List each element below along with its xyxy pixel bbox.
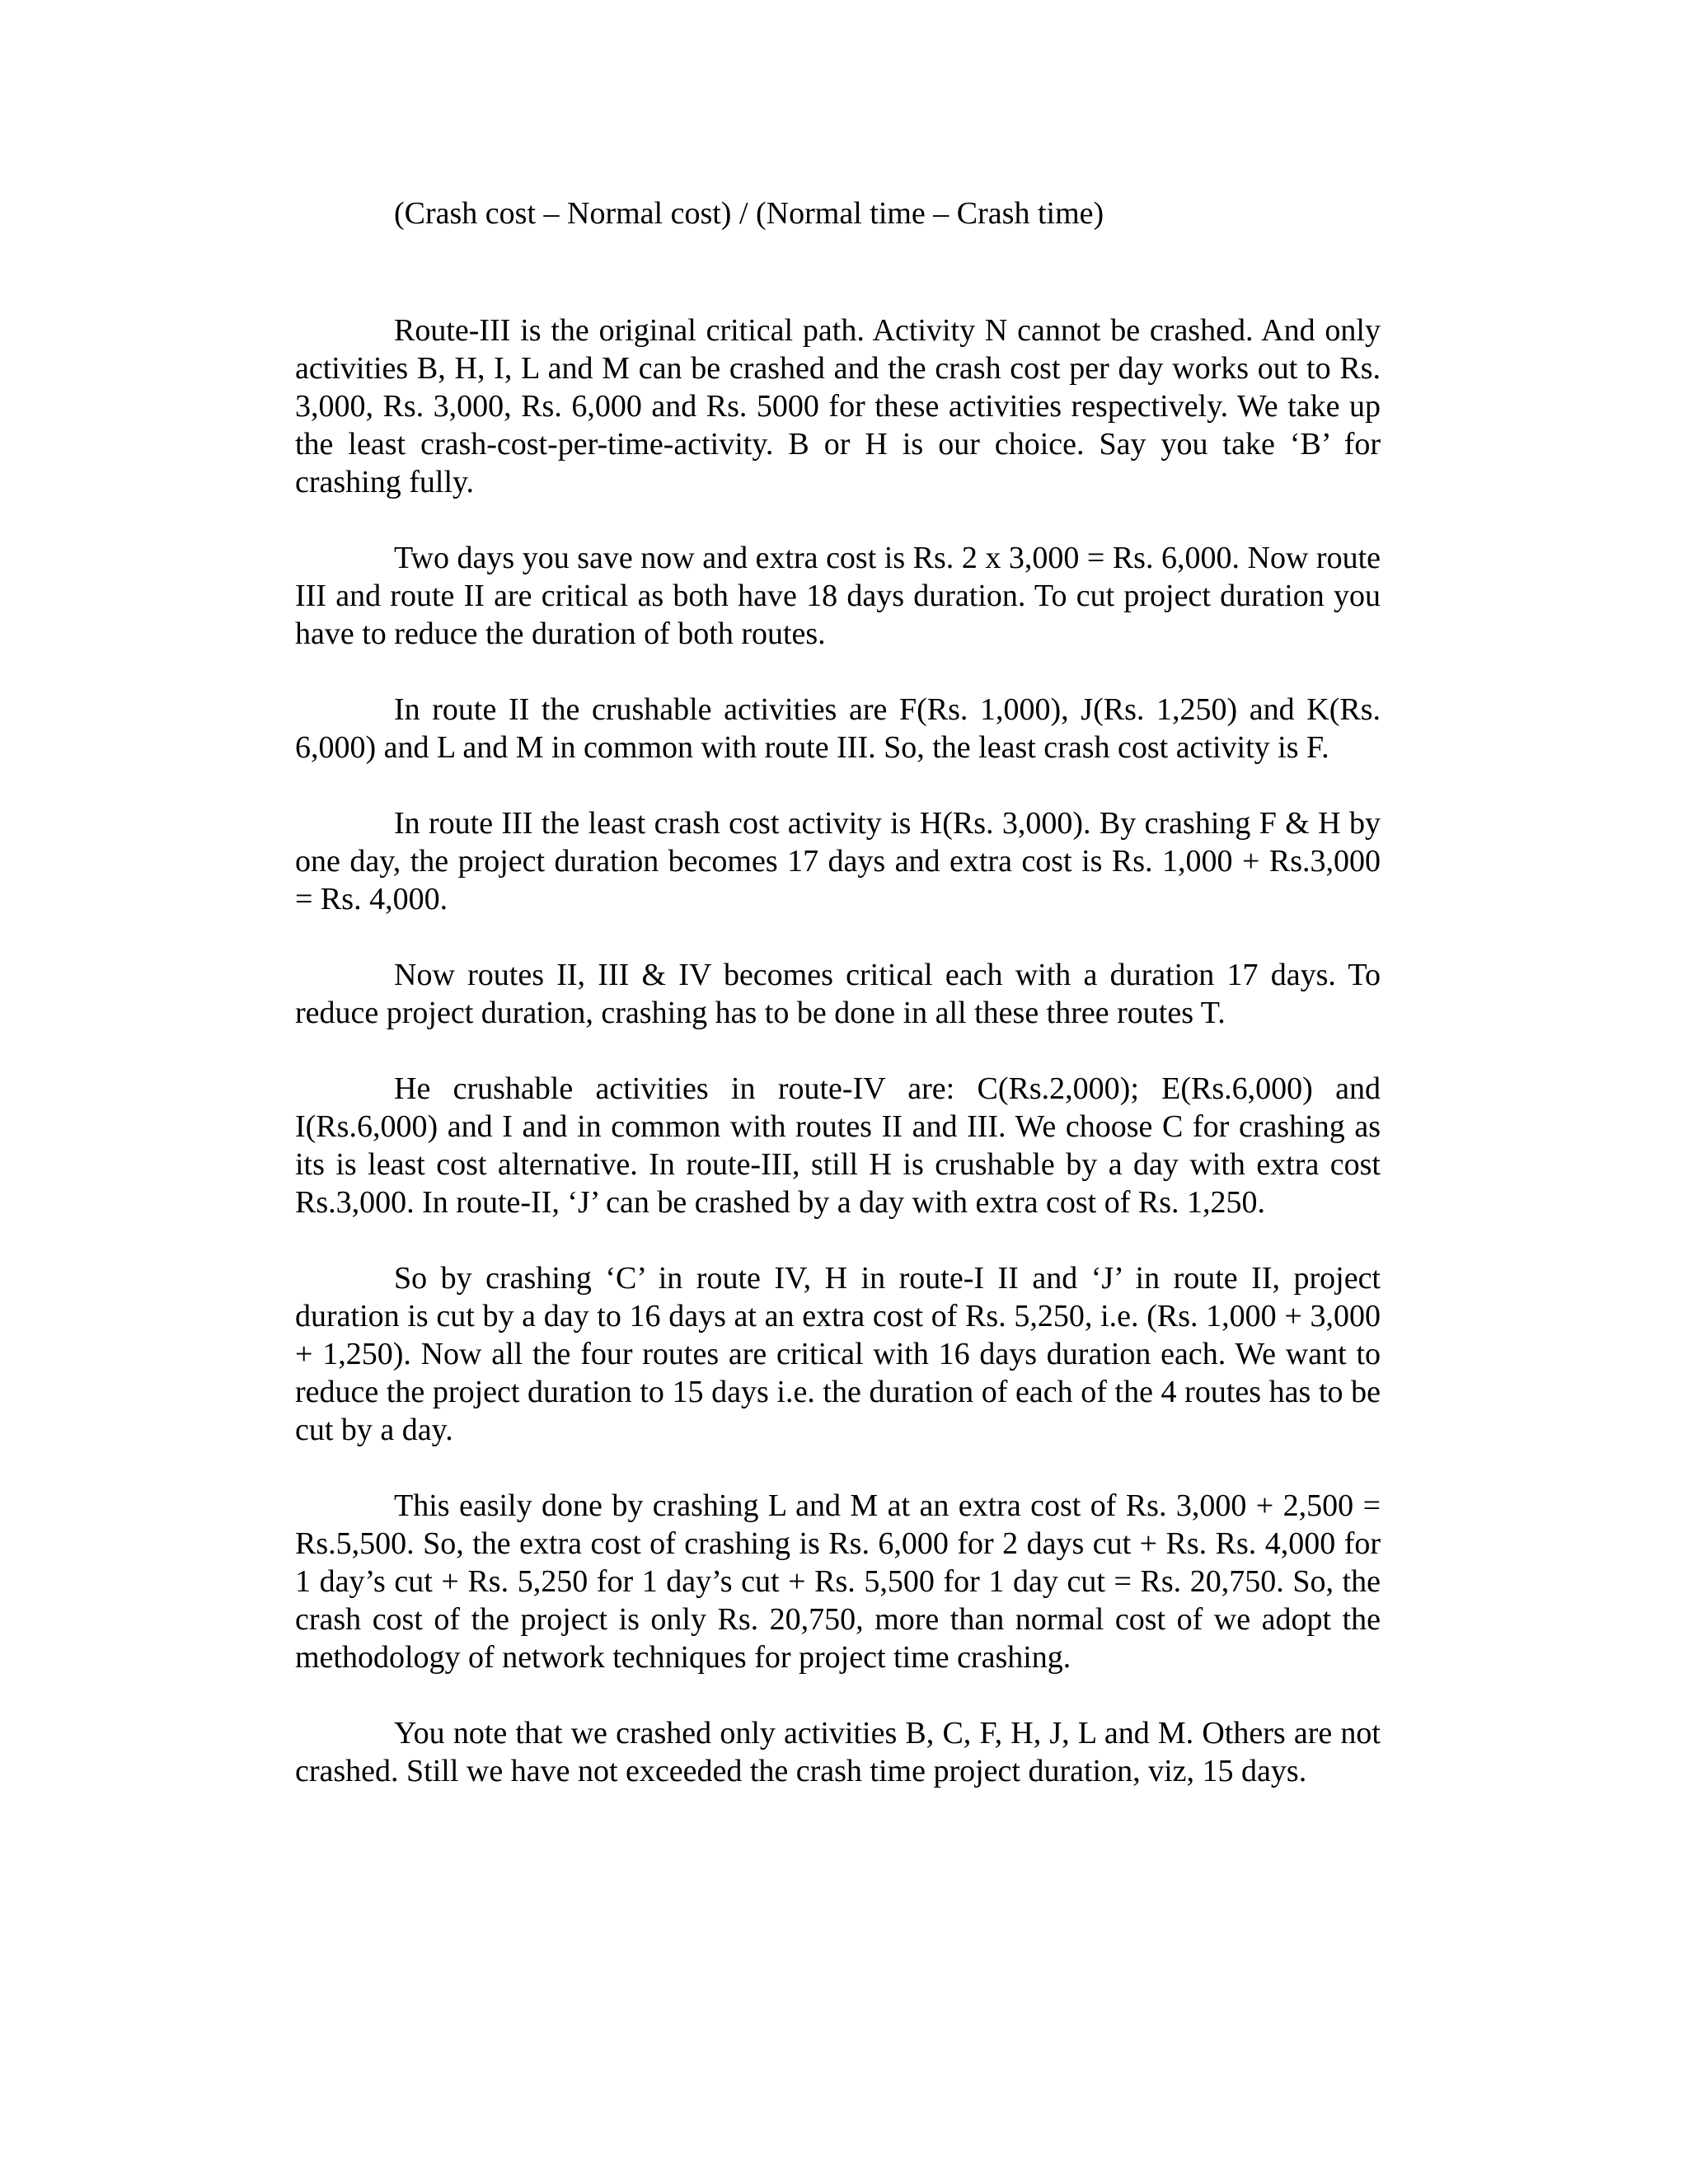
paragraph-route-ii: In route II the crushable activities are F(Rs. 1,000), J(Rs. 1,250) and K(Rs. 6,000) and L and M in common with route III. So, the least crash cost activity is F. [295, 692, 1381, 765]
paragraph-critical-path: Route-III is the original critical path. Activity N cannot be crashed. And only activities B, H, I, L and M can be crashed and the crash cost per day works out to Rs. 3,000, Rs. 3,000, Rs. 6,000 and Rs. 5000 for these activities respectively. We take up the least crash-cost-per-time-activity. B or H is our choice. Say you take ‘B’ for crashing fully. [295, 313, 1381, 499]
paragraph-sixteen-days: So by crashing ‘C’ in route IV, H in route-I II and ‘J’ in route II, project duration is cut by a day to 16 days at an extra cost of Rs. 5,250, i.e. (Rs. 1,000 + 3,000 + 1,250). Now all the four routes are critical with 16 days duration each. We want to reduce the project duration to 15 days i.e. the duration of each of the 4 routes has to be cut by a day. [295, 1261, 1381, 1447]
document-body [295, 194, 1381, 1790]
paragraph-routes-critical: Now routes II, III & IV becomes critical each with a duration 17 days. To reduce project duration, crashing has to be done in all these three routes T. [295, 958, 1381, 1030]
paragraph-conclusion: You note that we crashed only activities B, C, F, H, J, L and M. Others are not crashed. Still we have not exceeded the crash time project duration, viz, 15 days. [295, 1716, 1381, 1788]
paragraph-route-iii: In route III the least crash cost activity is H(Rs. 3,000). By crashing F & H by one day, the project duration becomes 17 days and extra cost is Rs. 1,000 + Rs.3,000 = Rs. 4,000. [295, 806, 1381, 916]
paragraph-route-iv: He crushable activities in route-IV are: C(Rs.2,000); E(Rs.6,000) and I(Rs.6,000) and I and in common with routes II and III. We choose C for crashing as its is least cost alternative. In route-III, still H is crushable by a day with extra cost Rs.3,000. In route-II, ‘J’ can be crashed by a day with extra cost of Rs. 1,250. [295, 1071, 1381, 1220]
paragraph-two-days-saved: Two days you save now and extra cost is Rs. 2 x 3,000 = Rs. 6,000. Now route III and route II are critical as both have 18 days duration. To cut project duration you have to reduce the duration of both routes. [295, 541, 1381, 651]
paragraph-total-extra-cost: This easily done by crashing L and M at an extra cost of Rs. 3,000 + 2,500 = Rs.5,500. So, the extra cost of crashing is Rs. 6,000 for 2 days cut + Rs. Rs. 4,000 for 1 day’s cut + Rs. 5,250 for 1 day’s cut + Rs. 5,500 for 1 day cut = Rs. 20,750. So, the crash cost of the project is only Rs. 20,750, more than normal cost of we adopt the methodology of network techniques for project time crashing. [295, 1488, 1381, 1675]
crash-cost-formula: (Crash cost – Normal cost) / (Normal time – Crash time) [394, 196, 1104, 231]
